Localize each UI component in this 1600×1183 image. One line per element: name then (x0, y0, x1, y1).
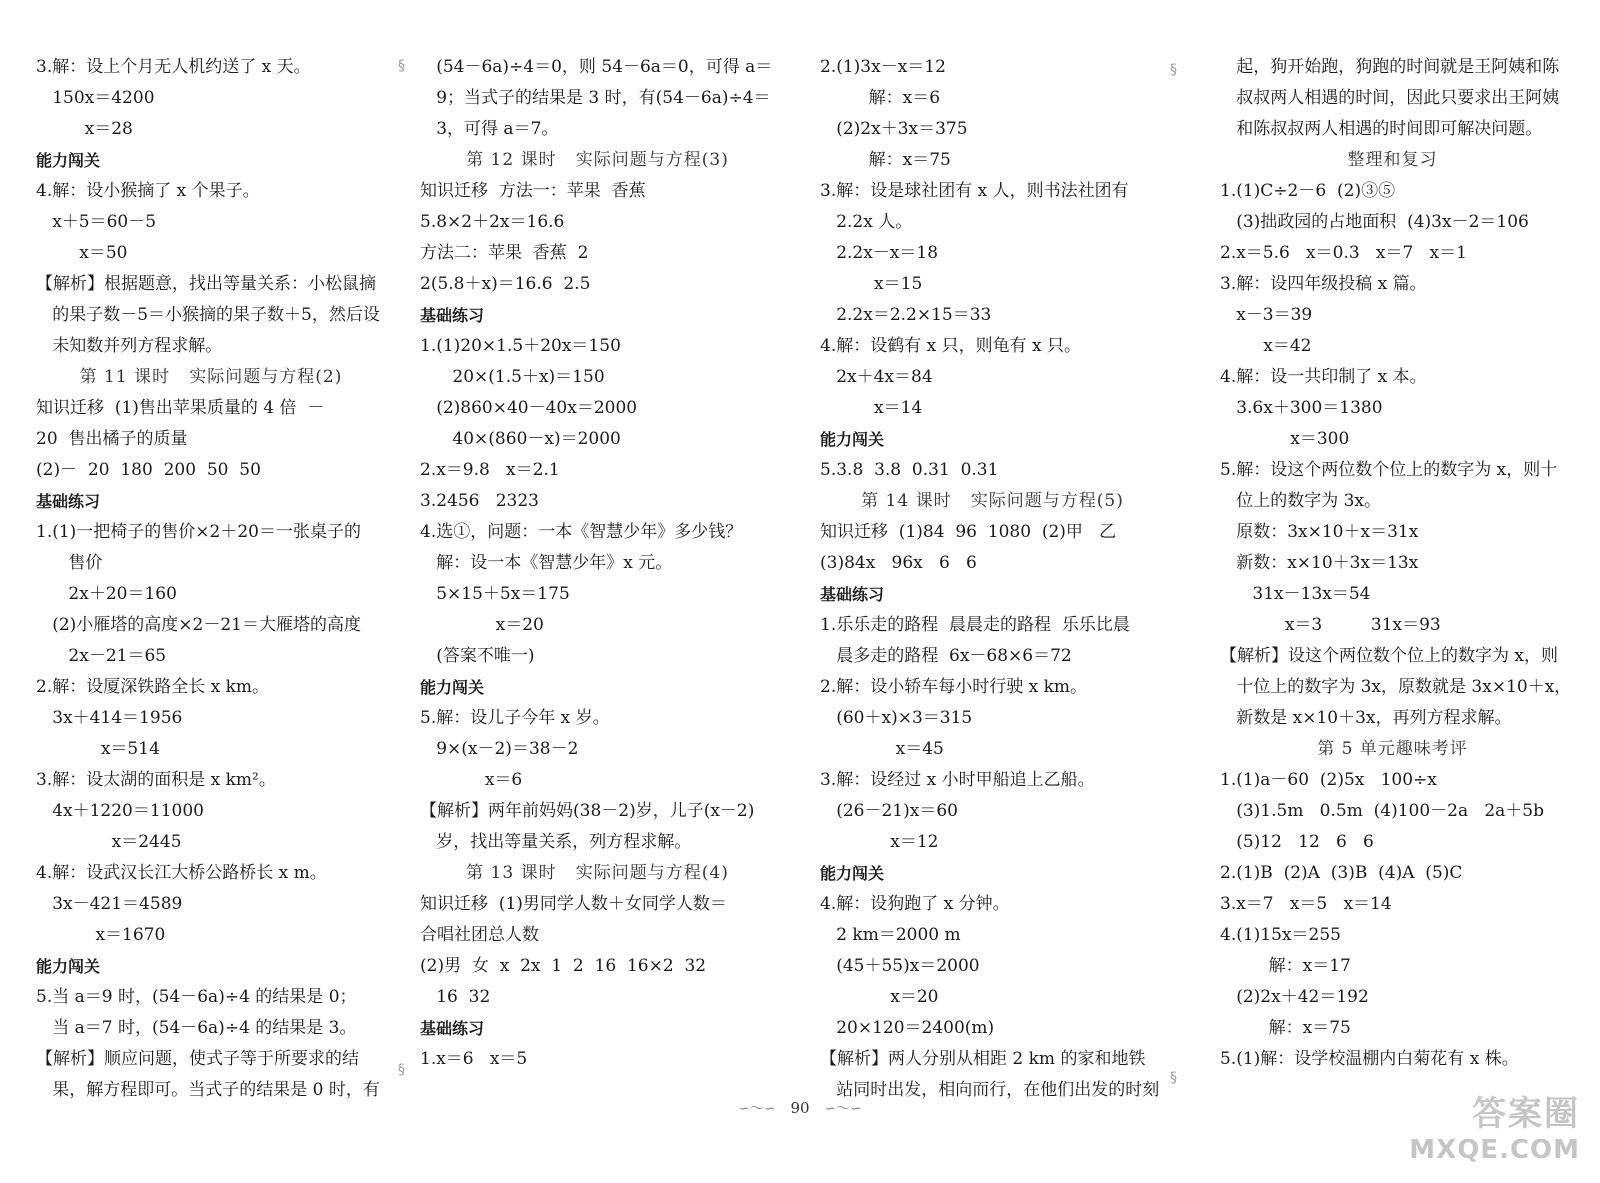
answer-line: 3.解：设上个月无人机约送了 x 天。 (36, 57, 311, 77)
binding-ornament-icon: § (398, 58, 405, 74)
answer-line: 新数是 x×10＋3x，再列方程求解。 (1220, 708, 1512, 728)
answer-line: x＝1670 (36, 925, 166, 945)
answer-line: (26－21)x＝60 (820, 801, 958, 821)
answer-line: 3x＋414＝1956 (36, 708, 183, 728)
answer-line: 40×(860－x)＝2000 (420, 429, 621, 449)
right-scroll-ornament-icon: ∽〜∽ (824, 1101, 862, 1117)
section-heading: 第 12 课时 实际问题与方程(3) (466, 150, 729, 170)
answer-line: 2.解：设小轿车每小时行驶 x km。 (820, 677, 1088, 697)
answer-line: 3x－421＝4589 (36, 894, 183, 914)
answer-line: 1.(1)a－60 (2)5x 100÷x (1220, 770, 1437, 790)
answer-line: 2(5.8＋x)＝16.6 2.5 (420, 274, 591, 294)
watermark-url: MXQE.COM (1409, 1135, 1580, 1165)
answer-line: 2.解：设厦深铁路全长 x km。 (36, 677, 270, 697)
page-footer (0, 1098, 1600, 1118)
answer-line: 【解析】设这个两位数个位上的数字为 x，则 (1220, 646, 1558, 666)
answer-column-2 (420, 52, 775, 1075)
answer-line: 2.2x 人。 (820, 212, 913, 232)
subsection-heading: 基础练习 (36, 492, 101, 511)
answer-line: x＝42 (1220, 336, 1312, 356)
answer-line: 1.(1)20×1.5＋20x＝150 (420, 336, 621, 356)
answer-line: (3)84x 96x 6 6 (820, 553, 977, 573)
answer-line: 十位上的数字为 3x，原数就是 3x×10＋x， (1220, 677, 1572, 697)
answer-line: 3.解：设四年级投稿 x 篇。 (1220, 274, 1427, 294)
answer-line: 4.(1)15x＝255 (1220, 925, 1341, 945)
answer-line: 站同时出发，相向而行，在他们出发的时刻 (820, 1080, 1160, 1100)
answer-line: 5×15＋5x＝175 (420, 584, 570, 604)
answer-column-4 (1220, 52, 1572, 1075)
answer-line: 5.3.8 3.8 0.31 0.31 (820, 460, 999, 480)
answer-line: x－3＝39 (1220, 305, 1313, 325)
answer-line: x＝45 (820, 739, 944, 759)
answer-line: 岁，找出等量关系，列方程求解。 (420, 832, 692, 852)
answer-line: 2x－21＝65 (36, 646, 167, 666)
answer-line: 知识迁移 (1)84 96 1080 (2)甲 乙 (820, 522, 1117, 542)
answer-line: x＝3 31x＝93 (1220, 615, 1441, 635)
answer-line: 3.x＝7 x＝5 x＝14 (1220, 894, 1392, 914)
answer-line: 【解析】两人分别从相距 2 km 的家和地铁 (820, 1049, 1146, 1069)
subsection-heading: 基础练习 (420, 306, 485, 325)
answer-line: 9；当式子的结果是 3 时，有(54－6a)÷4＝ (420, 88, 771, 108)
answer-line: x＝14 (820, 398, 923, 418)
answer-line: (2)小雁塔的高度×2－21＝大雁塔的高度 (36, 615, 361, 635)
answer-line: 合唱社团总人数 (420, 925, 539, 945)
answer-line: x＝15 (820, 274, 923, 294)
answer-line: 起，狗开始跑，狗跑的时间就是王阿姨和陈 (1220, 57, 1560, 77)
answer-line: 20×(1.5＋x)＝150 (420, 367, 605, 387)
answer-line: 5.解：设儿子今年 x 岁。 (420, 708, 610, 728)
answer-line: (45＋55)x＝2000 (820, 956, 980, 976)
answer-line: 解：x＝6 (820, 88, 941, 108)
answer-line: 2.2x＝2.2×15＝33 (820, 305, 992, 325)
answer-line: 果，解方程即可。当式子的结果是 0 时，有 (36, 1080, 380, 1100)
answer-line: 2 km＝2000 m (820, 925, 961, 945)
answer-line: 1.x＝6 x＝5 (420, 1049, 528, 1069)
binding-ornament-icon: § (1170, 62, 1177, 78)
left-scroll-ornament-icon: ∽〜∽ (738, 1101, 776, 1117)
answer-line: (3)1.5m 0.5m (4)100－2a 2a＋5b (1220, 801, 1544, 821)
answer-line: 解：x＝75 (1220, 1018, 1351, 1038)
answer-line: x＝2445 (36, 832, 182, 852)
answer-line: 3.2456 2323 (420, 491, 539, 511)
answer-line: (答案不唯一) (420, 646, 535, 666)
answer-line: 解：x＝17 (1220, 956, 1351, 976)
answer-line: 3，可得 a＝7。 (420, 119, 559, 139)
answer-line: 2.2x－x＝18 (820, 243, 939, 263)
answer-line: 2x＋4x＝84 (820, 367, 933, 387)
answer-line: 3.解：设太湖的面积是 x km²。 (36, 770, 276, 790)
answer-line: 售价 (36, 553, 103, 573)
section-heading: 第 11 课时 实际问题与方程(2) (79, 367, 343, 387)
section-heading: 第 5 单元趣味考评 (1317, 739, 1468, 759)
answer-line: 解：设一本《智慧少年》x 元。 (420, 553, 673, 573)
subsection-heading: 能力闯关 (420, 678, 485, 697)
subsection-heading: 能力闯关 (820, 864, 885, 883)
answer-line: 2x＋20＝160 (36, 584, 177, 604)
section-heading: 整理和复习 (1347, 150, 1438, 170)
answer-line: 150x＝4200 (36, 88, 155, 108)
answer-line: 1.(1)C÷2－6 (2)③⑤ (1220, 181, 1396, 201)
subsection-heading: 能力闯关 (820, 430, 885, 449)
answer-line: 20 售出橘子的质量 (36, 429, 188, 449)
section-heading: 第 14 课时 实际问题与方程(5) (861, 491, 1124, 511)
answer-line: (2)2x＋42＝192 (1220, 987, 1369, 1007)
answer-line: 4.解：设武汉长江大桥公路桥长 x m。 (36, 863, 327, 883)
answer-line: 4.解：设小猴摘了 x 个果子。 (36, 181, 260, 201)
answer-line: 5.8×2＋2x＝16.6 (420, 212, 565, 232)
answer-line: 方法二：苹果 香蕉 2 (420, 243, 589, 263)
answer-line: 16 32 (420, 987, 491, 1007)
answer-line: 2.(1)B (2)A (3)B (4)A (5)C (1220, 863, 1463, 883)
subsection-heading: 能力闯关 (36, 151, 101, 170)
answer-line: 知识迁移 方法一：苹果 香蕉 (420, 181, 646, 201)
answer-line: (2)2x＋3x＝375 (820, 119, 968, 139)
answer-line: (2)860×40－40x＝2000 (420, 398, 638, 418)
subsection-heading: 基础练习 (420, 1019, 485, 1038)
answer-line: (60＋x)×3＝315 (820, 708, 973, 728)
answer-line: 31x－13x＝54 (1220, 584, 1371, 604)
answer-line: (3)拙政园的占地面积 (4)3x－2＝106 (1220, 212, 1529, 232)
answer-line: 2.x＝9.8 x＝2.1 (420, 460, 560, 480)
answer-line: 3.解：设经过 x 小时甲船追上乙船。 (820, 770, 1095, 790)
answer-line: 3.解：设是球社团有 x 人，则书法社团有 (820, 181, 1129, 201)
answer-line: (2)－ 20 180 200 50 50 (36, 460, 261, 480)
answer-line: (5)12 12 6 6 (1220, 832, 1374, 852)
answer-line: 知识迁移 (1)售出苹果质量的 4 倍 － (36, 398, 325, 418)
answer-line: 5.解：设这个两位数个位上的数字为 x，则十 (1220, 460, 1558, 480)
answer-line: 3.6x＋300＝1380 (1220, 398, 1383, 418)
answer-line: 和陈叔叔两人相遇的时间即可解决问题。 (1220, 119, 1543, 139)
binding-ornament-icon: § (1170, 1070, 1177, 1086)
answer-line: 9×(x－2)＝38－2 (420, 739, 579, 759)
answer-line: x＋5＝60－5 (36, 212, 157, 232)
answer-line: 5.当 a＝9 时，(54－6a)÷4 的结果是 0； (36, 987, 357, 1007)
answer-line: 2.(1)3x－x＝12 (820, 57, 946, 77)
section-heading: 第 13 课时 实际问题与方程(4) (466, 863, 729, 883)
answer-line: 5.(1)解：设学校温棚内白菊花有 x 株。 (1220, 1049, 1519, 1069)
answer-line: 20×120＝2400(m) (820, 1018, 995, 1038)
answer-line: 4x＋1220＝11000 (36, 801, 204, 821)
answer-column-3 (820, 52, 1165, 1106)
answer-line: 【解析】根据题意，找出等量关系：小松鼠摘 (36, 274, 376, 294)
answer-line: 当 a＝7 时，(54－6a)÷4 的结果是 3。 (36, 1018, 357, 1038)
answer-line: 新数：x×10＋3x＝13x (1220, 553, 1419, 573)
answer-line: 知识迁移 (1)男同学人数＋女同学人数＝ (420, 894, 727, 914)
page-number: 90 (790, 1099, 810, 1117)
answer-line: 的果子数－5＝小猴摘的果子数＋5，然后设 (36, 305, 380, 325)
answer-line: x＝514 (36, 739, 160, 759)
subsection-heading: 基础练习 (820, 585, 885, 604)
answer-line: (54－6a)÷4＝0，则 54－6a＝0，可得 a＝ (420, 57, 773, 77)
answer-line: 2.x＝5.6 x＝0.3 x＝7 x＝1 (1220, 243, 1467, 263)
answer-line: x＝12 (820, 832, 939, 852)
answer-line: 叔叔两人相遇的时间，因此只要求出王阿姨 (1220, 88, 1560, 108)
answer-line: 位上的数字为 3x。 (1220, 491, 1382, 511)
answer-line: 4.解：设鹤有 x 只，则龟有 x 只。 (820, 336, 1082, 356)
answer-line: x＝20 (820, 987, 939, 1007)
answer-line: x＝6 (420, 770, 523, 790)
answer-line: 未知数并列方程求解。 (36, 336, 223, 356)
answer-line: x＝50 (36, 243, 128, 263)
answer-line: x＝28 (36, 119, 133, 139)
answer-line: x＝20 (420, 615, 544, 635)
answer-line: 原数：3x×10＋x＝31x (1220, 522, 1419, 542)
answer-line: 4.解：设一共印制了 x 本。 (1220, 367, 1427, 387)
watermark-logo-text: 答案圈 (1472, 1094, 1580, 1134)
answer-line: 解：x＝75 (820, 150, 951, 170)
watermark (1409, 1086, 1580, 1165)
subsection-heading: 能力闯关 (36, 957, 101, 976)
answer-line: 4.解：设狗跑了 x 分钟。 (820, 894, 1010, 914)
answer-line: 【解析】两年前妈妈(38－2)岁，儿子(x－2) (420, 801, 755, 821)
answer-line: 1.乐乐走的路程 晨晨走的路程 乐乐比晨 (820, 615, 1130, 635)
answer-line: 4.选①，问题：一本《智慧少年》多少钱？ (420, 522, 743, 542)
binding-ornament-icon: § (398, 1062, 405, 1078)
answer-line: x＝300 (1220, 429, 1350, 449)
answer-column-1 (36, 52, 386, 1106)
answer-line: 1.(1)一把椅子的售价×2＋20＝一张桌子的 (36, 522, 361, 542)
answer-line: (2)男 女 x 2x 1 2 16 16×2 32 (420, 956, 707, 976)
answer-line: 晨多走的路程 6x－68×6＝72 (820, 646, 1072, 666)
answer-line: 【解析】顺应问题，使式子等于所要求的结 (36, 1049, 359, 1069)
